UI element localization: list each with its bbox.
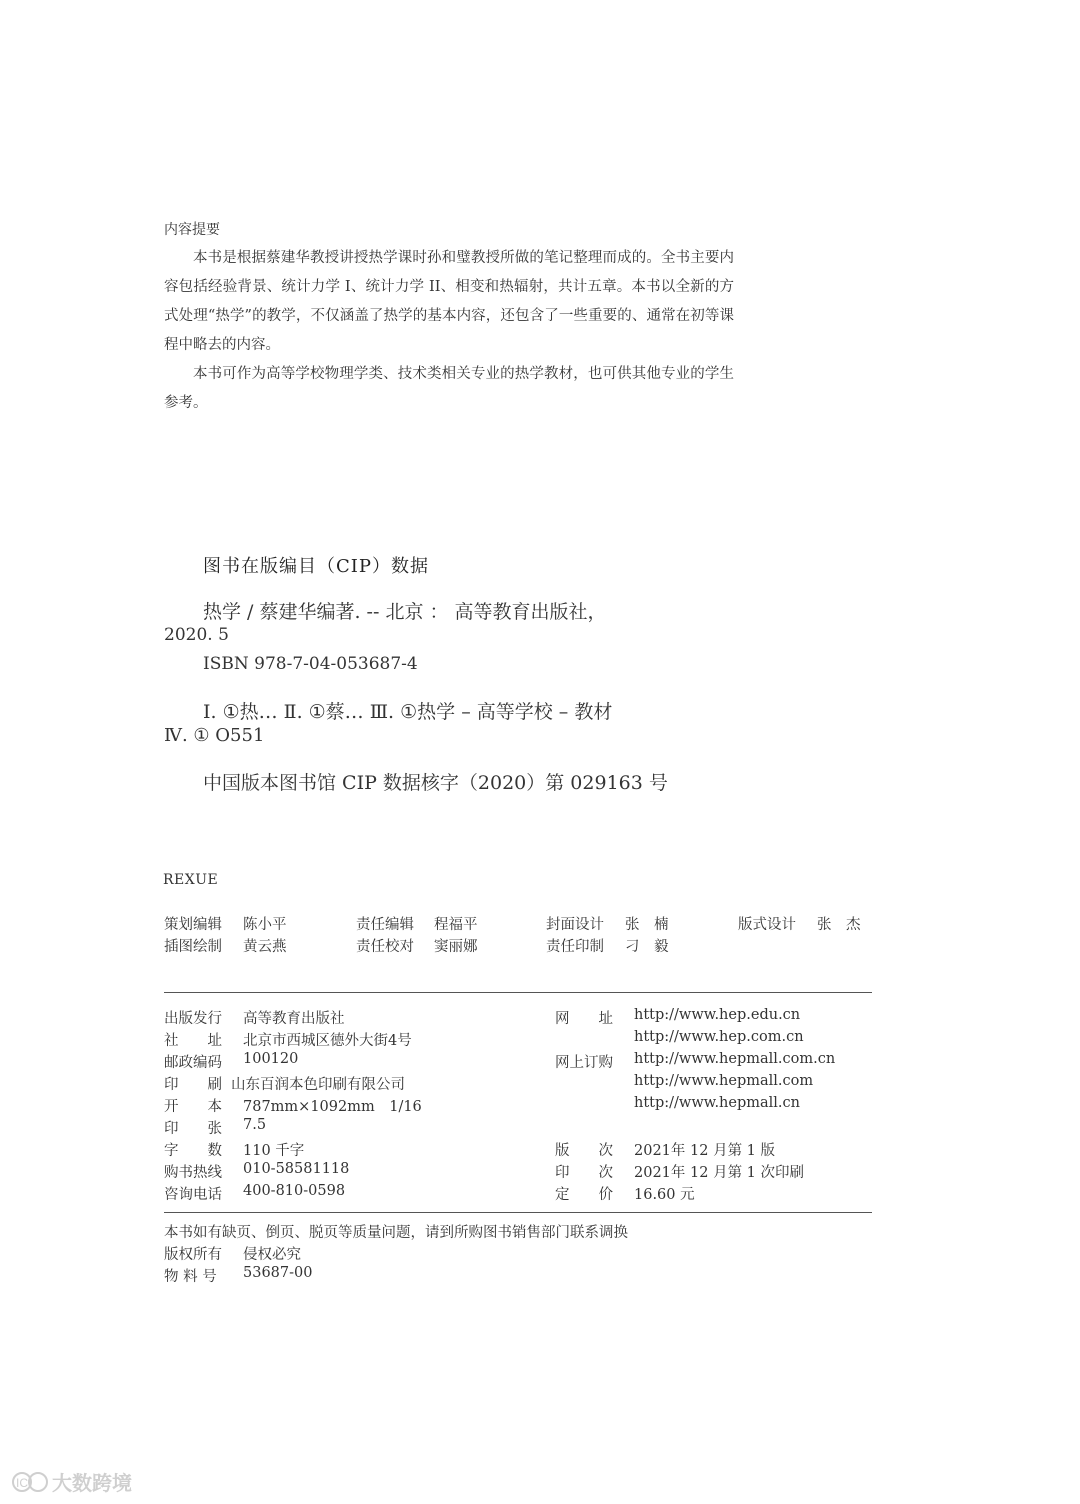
- cip-date-line: 2020. 5: [164, 625, 229, 645]
- pub-label: 购书热线: [164, 1165, 222, 1181]
- credit-role: 责任编辑: [356, 917, 414, 933]
- watermark-logo-text: IC: [16, 1476, 28, 1490]
- divider-rule: [164, 1212, 872, 1213]
- summary-paragraph: 本书可作为高等学校物理学类、技术类相关专业的热学教材，也可供其他专业的学生参考。: [164, 366, 734, 411]
- credit-role: 封面设计: [546, 917, 604, 933]
- pub-value: http://www.hep.com.cn: [634, 1029, 804, 1045]
- credit-role: 版式设计: [738, 917, 796, 933]
- credit-name: 黄云燕: [243, 939, 287, 955]
- pub-value: http://www.hepmall.com: [634, 1073, 814, 1089]
- pub-value: 100120: [243, 1051, 299, 1067]
- credit-name: 窦丽娜: [434, 939, 478, 955]
- cip-classification-number: Ⅳ. ① O551: [164, 725, 265, 746]
- credit-name: 张 楠: [625, 917, 669, 933]
- material-number-label: 物 料 号: [164, 1269, 217, 1285]
- pub-value: 400-810-0598: [243, 1183, 346, 1199]
- credit-role: 责任校对: [356, 939, 414, 955]
- cip-isbn: ISBN 978-7-04-053687-4: [203, 654, 418, 674]
- cip-entry-line: 热学 / 蔡建华编著. -- 北京 ： 高等教育出版社，: [203, 601, 607, 623]
- cip-classification: Ⅰ. ①热… Ⅱ. ①蔡… Ⅲ. ①热学 – 高等学校 – 教材: [203, 701, 613, 723]
- pub-value: 787mm×1092mm 1/16: [243, 1099, 422, 1115]
- cip-verification: 中国版本图书馆 CIP 数据核字（2020）第 029163 号: [203, 772, 668, 794]
- summary-body: [164, 244, 734, 418]
- pub-value: http://www.hepmall.cn: [634, 1095, 800, 1111]
- pub-value: 北京市西城区德外大街4号: [243, 1033, 412, 1049]
- pub-label: 社 址: [164, 1033, 222, 1049]
- pub-value: 2021年 12 月第 1 次印刷: [634, 1165, 805, 1181]
- pub-value: 010-58581118: [243, 1161, 350, 1177]
- watermark-text: 大数跨境: [52, 1471, 132, 1495]
- credit-name: 陈小平: [243, 917, 287, 933]
- pub-label: 字 数: [164, 1143, 222, 1159]
- pub-label: 印 次: [555, 1165, 613, 1181]
- pub-value: 高等教育出版社: [243, 1011, 345, 1027]
- quality-notice: 本书如有缺页、倒页、脱页等质量问题，请到所购图书销售部门联系调换: [164, 1225, 628, 1241]
- pub-label: 印 刷: [164, 1077, 222, 1093]
- pub-label: 版 次: [555, 1143, 613, 1159]
- credit-name: 张 杰: [817, 917, 861, 933]
- pub-label: 出版发行: [164, 1011, 222, 1027]
- pub-value: http://www.hepmall.com.cn: [634, 1051, 836, 1067]
- copyright-label: 版权所有: [164, 1247, 222, 1263]
- credit-name: 程福平: [434, 917, 478, 933]
- pub-value: 16.60 元: [634, 1187, 695, 1203]
- pub-value: 2021年 12 月第 1 版: [634, 1143, 776, 1159]
- pub-label: 网 址: [555, 1011, 613, 1027]
- pub-label: 网上订购: [555, 1055, 613, 1071]
- credit-name: 刁 毅: [625, 939, 669, 955]
- credit-role: 策划编辑: [164, 917, 222, 933]
- pub-label: 邮政编码: [164, 1055, 222, 1071]
- credit-role: 责任印制: [546, 939, 604, 955]
- summary-paragraph: 本书是根据蔡建华教授讲授热学课时孙和璧教授所做的笔记整理而成的。全书主要内容包括经验背景、统计力学 I、统计力学 II、相变和热辐射，共计五章。本书以全新的方式处理“热学”的教学，不仅涵盖了热学的基本内容，还包含了一些重要的、通常在初等课程中略去的内容。: [164, 250, 734, 353]
- credit-role: 插图绘制: [164, 939, 222, 955]
- divider-rule: [164, 992, 872, 993]
- pub-value: 110 千字: [243, 1143, 305, 1159]
- summary-title: 内容提要: [164, 222, 220, 238]
- material-number-value: 53687-00: [243, 1265, 313, 1281]
- cip-title: 图书在版编目（CIP）数据: [203, 556, 429, 577]
- copyright-value: 侵权必究: [243, 1247, 301, 1263]
- pub-label: 印 张: [164, 1121, 222, 1137]
- watermark: [8, 1466, 148, 1500]
- pub-value: 7.5: [243, 1117, 267, 1133]
- pub-value: 山东百润本色印刷有限公司: [231, 1077, 405, 1093]
- pub-value: http://www.hep.edu.cn: [634, 1007, 801, 1023]
- pub-label: 开 本: [164, 1099, 222, 1115]
- watermark-logo-icon: [8, 1466, 148, 1500]
- pub-label: 定 价: [555, 1187, 613, 1203]
- pinyin-title: REXUE: [163, 872, 219, 888]
- pub-label: 咨询电话: [164, 1187, 222, 1203]
